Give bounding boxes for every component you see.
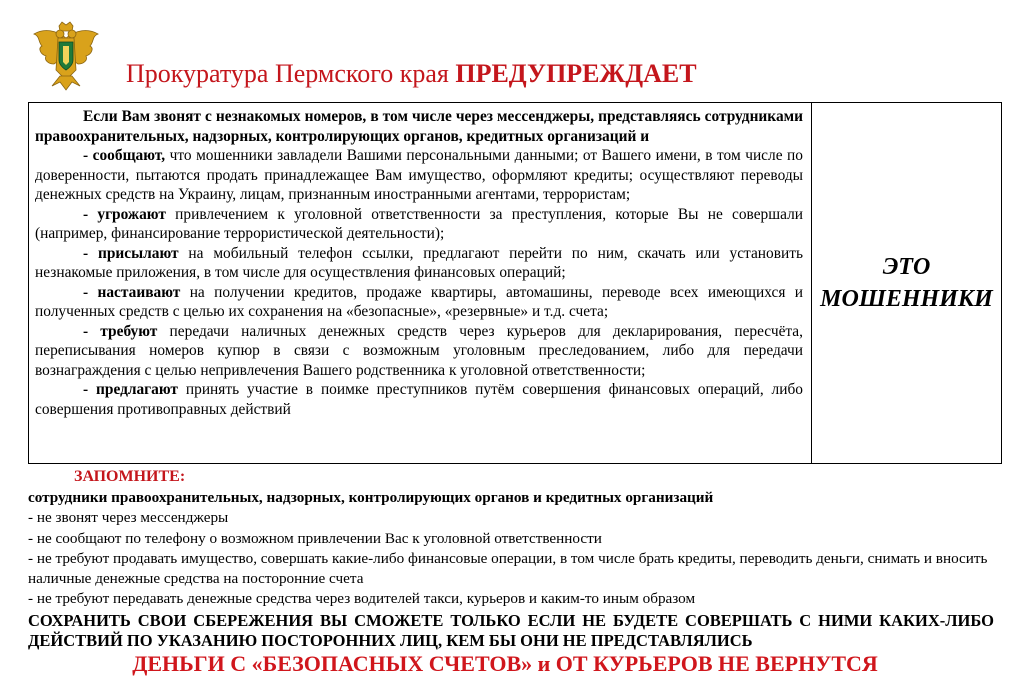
warning-word: ПРЕДУПРЕЖДАЕТ	[455, 59, 697, 88]
prosecutor-emblem-icon	[30, 20, 102, 92]
rule-item: - не звонят через мессенджеры	[28, 509, 229, 527]
remember-rules	[28, 488, 1002, 610]
save-savings-notice: СОХРАНИТЬ СВОИ СБЕРЕЖЕНИЯ ВЫ СМОЖЕТЕ ТОЛЬКО ЕСЛИ НЕ БУДЕТЕ СОВЕРШАТЬ С НИМИ КАКИХ-ЛИБО ДЕЙСТВИЙ ПО УКАЗАНИЮ ПОСТОРОННИХ ЛИЦ, КЕМ БЫ ОНИ НЕ ПРЕДСТАВЛЯЛИСЬ	[28, 611, 994, 650]
warning-text-cell	[29, 103, 812, 464]
warning-item-verb: - угрожают	[83, 205, 166, 223]
warning-item-verb: - сообщают,	[83, 147, 166, 164]
warning-item	[35, 380, 803, 419]
warning-item	[35, 205, 803, 244]
warning-item-verb: - настаивают	[83, 283, 181, 301]
warning-item-text: передачи наличных денежных средств через курьеров для декларирования, пересчёта, переписывания номеров купюр в связи с возможным уголовным преследованием, либо для передачи вознаграждения с целью непривлечения Вашего родственника к уголовной ответственности;	[35, 322, 803, 379]
warning-item	[35, 322, 803, 381]
warning-item-text: принять участие в поимке преступников путём совершения финансовых операций, либо совершения противоправных действий	[35, 381, 803, 418]
rules-lead: сотрудники правоохранительных, надзорных, контролирующих органов и кредитных организаций	[28, 489, 714, 506]
money-not-returned-notice: ДЕНЬГИ С «БЕЗОПАСНЫХ СЧЕТОВ» и ОТ КУРЬЕРОВ НЕ ВЕРНУТСЯ	[132, 651, 878, 676]
page-title	[126, 58, 697, 90]
remember-title: ЗАПОМНИТЕ:	[74, 468, 186, 485]
warning-item-verb: - требуют	[83, 322, 158, 340]
warning-item-text: на мобильный телефон ссылки, предлагают перейти по ним, скачать или установить незнакомые приложения, в том числе для осуществления финансовых операций;	[35, 244, 803, 281]
verdict-cell	[812, 103, 1002, 464]
verdict-line-1: ЭТО	[882, 254, 931, 280]
verdict-line-2: МОШЕННИКИ	[820, 286, 993, 312]
warning-item	[35, 146, 803, 205]
warning-item-verb: - предлагают	[83, 381, 178, 398]
rule-item: - не требуют передавать денежные средства через водителей такси, курьеров и каким-то иным образом	[28, 590, 696, 608]
rule-item: - не требуют продавать имущество, совершать какие-либо финансовые операции, в том числе брать кредиты, переводить деньги, снимать и вносить наличные денежные средства на посторонние счета	[28, 549, 988, 588]
rule-item: - не сообщают по телефону о возможном привлечении Вас к уголовной ответственности	[28, 529, 602, 547]
organization-name: Прокуратура Пермского края	[126, 59, 449, 88]
warning-intro: Если Вам звонят с незнакомых номеров, в том числе через мессенджеры, представляясь сотрудниками правоохранительных, надзорных, контролирующих органов, кредитных организаций и	[35, 108, 803, 145]
warning-item-verb: - присылают	[83, 244, 179, 262]
warning-item	[35, 244, 803, 283]
warning-item-text: что мошенники завладели Вашими персональными данными; от Вашего имени, в том числе по доверенности, пытаются продать принадлежащее Вам имущество, оформляют кредиты; осуществляют переводы денежных средств на Украину, лицам, признанным иностранными агентами, террористам;	[35, 147, 803, 203]
warning-item-text: привлечением к уголовной ответственности за преступления, которые Вы не совершали (например, финансирование террористической деятельности);	[35, 205, 803, 242]
warning-table	[28, 102, 1002, 464]
warning-item-text: на получении кредитов, продаже квартиры, автомашины, переводе всех имеющихся и полученных средств с целью их сохранения на «безопасные», «резервные» и т.д. счета;	[35, 283, 803, 320]
warning-item	[35, 283, 803, 322]
